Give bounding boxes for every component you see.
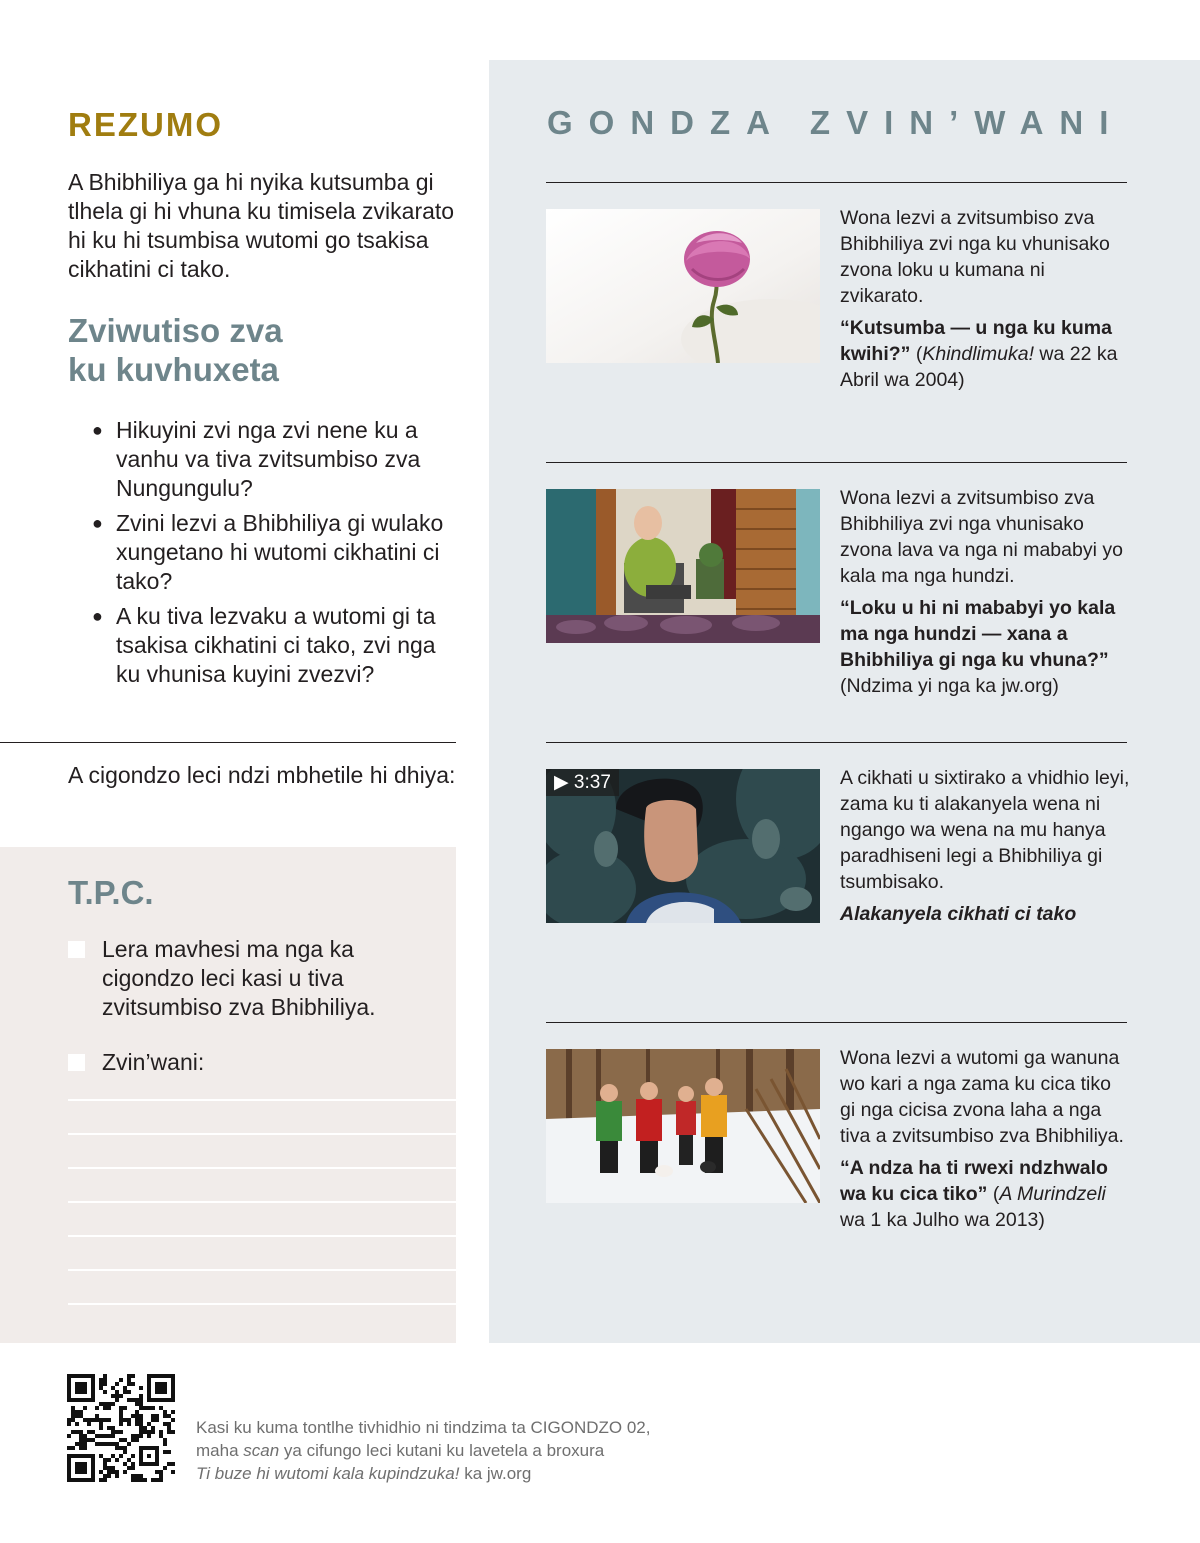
source-detail: wa 22 ka Abril wa 2004) — [840, 343, 1118, 391]
review-questions — [92, 416, 462, 695]
homework-task-text: Lera mavhesi ma nga ka cigondzo leci kasi u tiva zvitsumbiso zva Bhibhiliya. — [102, 936, 376, 1020]
writing-line[interactable] — [68, 1235, 456, 1237]
review-title-line1: Zviwutiso zva — [68, 312, 283, 349]
flower-image[interactable] — [546, 209, 820, 363]
resource-entry — [840, 485, 1130, 699]
qr-code[interactable] — [67, 1374, 175, 1482]
bullet-icon: ● — [92, 420, 103, 440]
video-thumbnail[interactable] — [546, 769, 820, 923]
completion-date-label: A cigondzo leci ndzi mbhetile hi dhiya: — [68, 762, 456, 788]
resource-reference — [840, 901, 1130, 927]
writing-line[interactable] — [68, 1303, 456, 1305]
homework-task — [68, 935, 448, 1022]
question-item — [92, 509, 462, 596]
family-walking-image[interactable] — [546, 1049, 820, 1203]
checkbox[interactable] — [68, 941, 85, 958]
summary-title: REZUMO — [68, 106, 223, 143]
divider — [546, 1022, 1127, 1023]
footer-line3-site: ka jw.org — [459, 1464, 532, 1483]
divider — [546, 182, 1127, 183]
divider — [546, 742, 1127, 743]
resource-description: Wona lezvi a wutomi ga wanuna wo kari a nga zama ku cica tiko gi nga cicisa zvona laha a nga tiva a zvitsumbiso zva Bhibhiliya. — [840, 1047, 1124, 1147]
article-title-link[interactable]: “Loku u hi ni mababyi yo kala ma nga hundzi — xana a Bhibhiliya gi nga ku vhuna?” — [840, 597, 1116, 671]
resource-reference — [840, 1155, 1130, 1233]
resource-description: Wona lezvi a zvitsumbiso zva Bhibhiliya zvi nga ku vhunisako zvona loku u kumana ni zvikarato. — [840, 207, 1110, 307]
footer-line3 — [196, 1462, 736, 1485]
footer-line1: Kasi ku kuma tontlhe tivhidhio ni tindzima ta CIGONDZO 02, — [196, 1418, 651, 1437]
footer-line2-a: maha — [196, 1441, 244, 1460]
question-item — [92, 416, 462, 503]
resource-description: A cikhati u sixtirako a vhidhio leyi, zama ku ti alakanyela wena ni ngango wa wena na mu hanya paradhiseni legi a Bhibhiliya gi tsumbisako. — [840, 767, 1130, 893]
resource-reference — [840, 595, 1130, 699]
bullet-icon: ● — [92, 513, 103, 533]
writing-line[interactable] — [68, 1269, 456, 1271]
question-text: Hikuyini zvi nga zvi nene ku a vanhu va tiva zvitsumbiso zva Nungungulu? — [116, 417, 421, 501]
article-title-link[interactable]: “Kutsumba — u nga ku kuma kwihi?” — [840, 317, 1112, 365]
source-prefix: ( — [910, 343, 923, 365]
resource-description: Wona lezvi a zvitsumbiso zva Bhibhiliya zvi nga vhunisako zvona lava va nga ni mababyi yo kala ma nga hundzi. — [840, 487, 1123, 587]
writing-line[interactable] — [68, 1201, 456, 1203]
footer-line2 — [196, 1439, 736, 1462]
video-duration-badge — [546, 769, 619, 796]
video-title-link[interactable]: Alakanyela cikhati ci tako — [840, 903, 1077, 925]
article-title-link[interactable]: “A ndza ha ti rwexi ndzhwalo wa ku cica tiko” — [840, 1157, 1108, 1205]
play-icon: ▶ — [554, 772, 569, 793]
homework-title: T.P.C. — [68, 874, 154, 911]
brochure-title: Ti buze hi wutomi kala kupindzuka! — [196, 1464, 460, 1483]
source-detail: (Ndzima yi nga ka jw.org) — [840, 675, 1059, 697]
writing-line[interactable] — [68, 1167, 456, 1169]
divider — [0, 742, 456, 743]
publication-name: Khindlimuka! — [922, 343, 1034, 365]
question-text: A ku tiva lezvaku a wutomi gi ta tsakisa cikhatini ci tako, zvi nga ku vhunisa kuyini zvezvi? — [116, 603, 436, 687]
source-prefix: ( — [987, 1183, 1000, 1205]
man-in-wheelchair-image[interactable] — [546, 489, 820, 643]
resource-entry — [840, 205, 1130, 393]
publication-name: A Murindzeli — [999, 1183, 1106, 1205]
writing-line[interactable] — [68, 1099, 456, 1101]
homework-task-text: Zvin’wani: — [102, 1049, 205, 1075]
resource-reference — [840, 315, 1130, 393]
question-item — [92, 602, 462, 689]
summary-text: A Bhibhiliya ga hi nyika kutsumba gi tlhela gi hi vhuna ku timisela zvikarato hi ku hi tsumbisa wutomi go tsakisa cikhatini ci tako. — [68, 169, 455, 282]
footer-line2-c: ya cifungo leci kutani ku lavetela a broxura — [279, 1441, 605, 1460]
footer-line2-scan: scan — [243, 1441, 280, 1460]
learn-more-title: GONDZA ZVIN’WANI — [547, 104, 1125, 141]
divider — [546, 462, 1127, 463]
review-title-line2: ku kuvhuxeta — [68, 351, 279, 388]
footer-note — [196, 1416, 736, 1485]
question-text: Zvini lezvi a Bhibhiliya gi wulako xungetano hi wutomi cikhatini ci tako? — [116, 510, 444, 594]
bullet-icon: ● — [92, 606, 103, 626]
source-detail: wa 1 ka Julho wa 2013) — [840, 1209, 1045, 1231]
review-title — [68, 311, 428, 389]
resource-entry — [840, 1045, 1130, 1233]
resource-entry — [840, 765, 1130, 927]
homework-task — [68, 1048, 448, 1077]
writing-line[interactable] — [68, 1133, 456, 1135]
checkbox[interactable] — [68, 1054, 85, 1071]
video-duration: 3:37 — [573, 772, 611, 793]
